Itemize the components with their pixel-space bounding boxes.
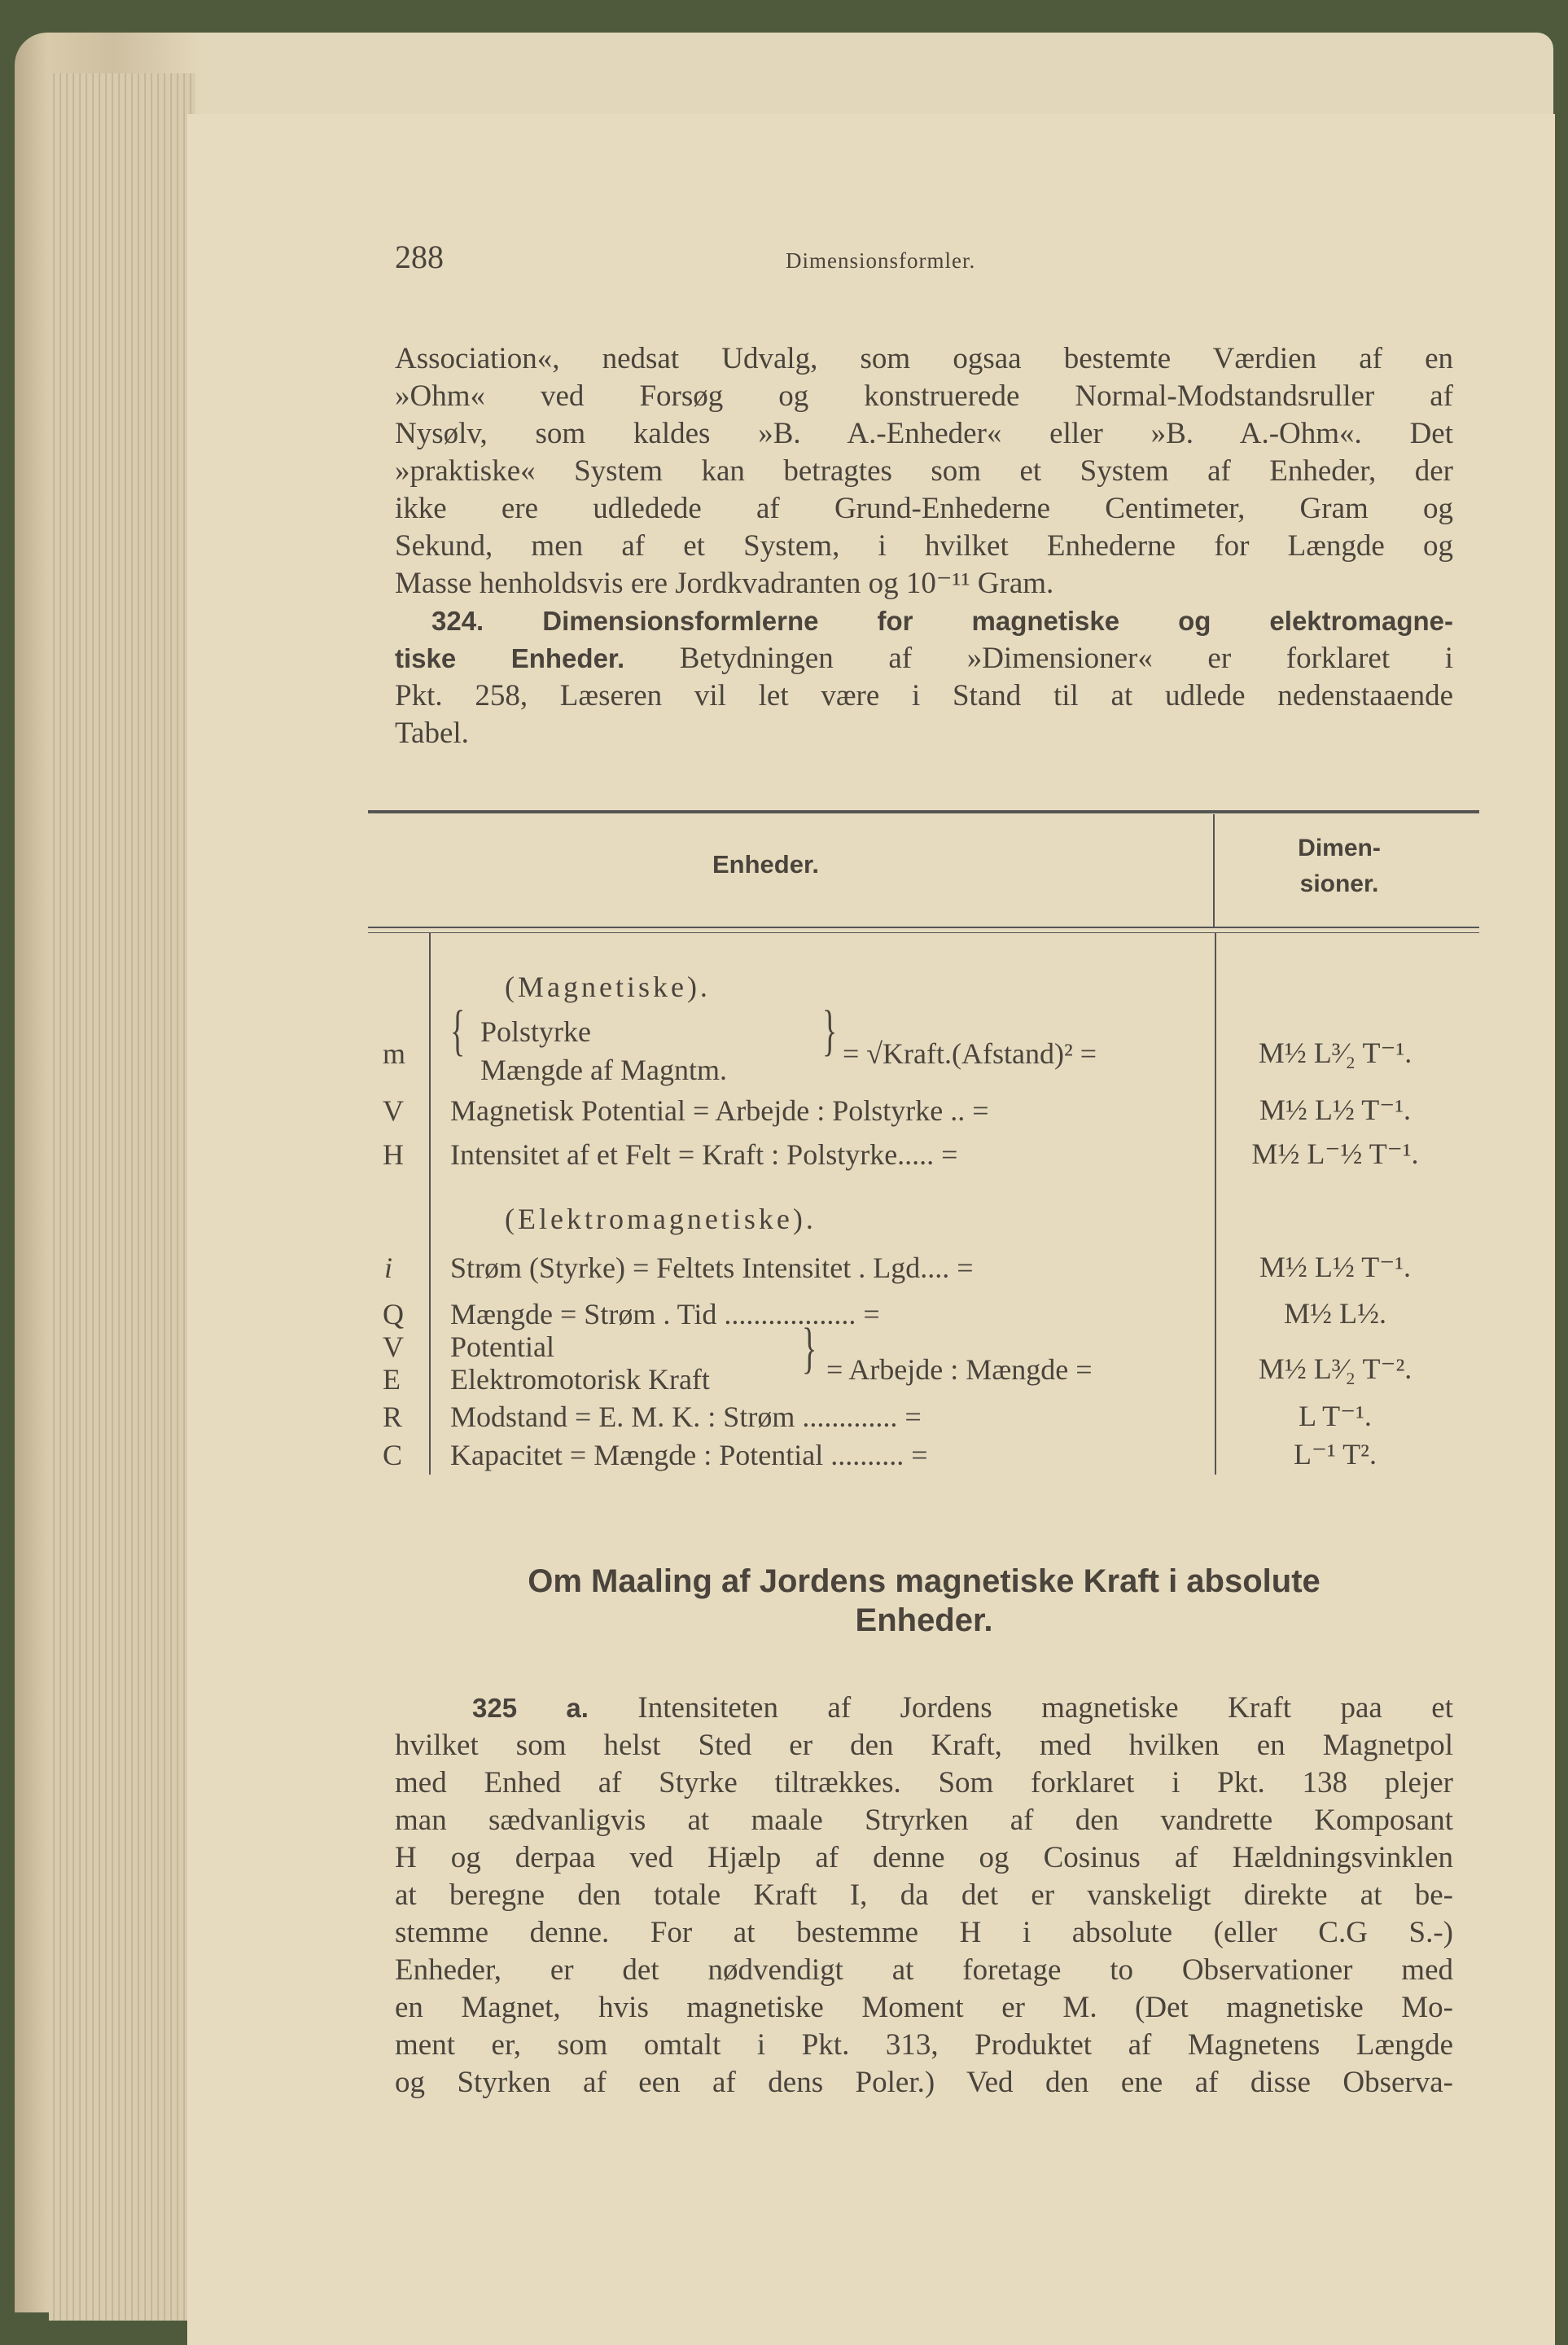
- text-line: Sekund, men af et System, i hvilket Enhederne for Længde og: [395, 529, 1453, 563]
- row-symbol: V: [383, 1094, 404, 1127]
- row-dimension: M½ L½ T⁻¹.: [1259, 1094, 1412, 1126]
- table-header-rule: [368, 927, 1479, 928]
- table-sym-rule: [429, 933, 431, 1475]
- text-line: Association«, nedsat Udvalg, som ogsaa bestemte Værdien af en: [395, 342, 1453, 375]
- row-symbol: i: [384, 1251, 393, 1284]
- row-symbol: R: [383, 1400, 403, 1433]
- row-dimension: M½ L½ T⁻¹.: [1259, 1251, 1412, 1283]
- text-line: 325 a. Intensiteten af Jordens magnetiske Kraft paa et: [472, 1691, 1453, 1725]
- row-text: Modstand = E. M. K. : Strøm ............. =: [450, 1400, 922, 1433]
- text-line: Masse henholdsvis ere Jordkvadranten og 10⁻¹¹ Gram.: [395, 567, 1054, 600]
- row-symbol: V: [383, 1330, 404, 1363]
- row-symbol: C: [383, 1439, 403, 1471]
- text-line: en Magnet, hvis magnetiske Moment er M. (Det magnetiske Mo-: [395, 1991, 1453, 2024]
- text-line: Tabel.: [395, 717, 469, 750]
- row-symbol: H: [383, 1138, 404, 1171]
- row-symbol: m: [383, 1037, 406, 1070]
- text-line: »Ohm« ved Forsøg og konstruerede Normal-Modstandsruller af: [395, 379, 1453, 413]
- text-line: med Enhed af Styrke tiltrækkes. Som forklaret i Pkt. 138 plejer: [395, 1766, 1453, 1799]
- text-line: Pkt. 258, Læseren vil let være i Stand til at udlede nedenstaaende: [395, 679, 1453, 712]
- text-line: H og derpaa ved Hjælp af denne og Cosinus af Hældningsvinklen: [395, 1841, 1453, 1874]
- row-text: Mængde af Magntm.: [480, 1054, 727, 1086]
- row-text: Magnetisk Potential = Arbejde : Polstyrke .. =: [450, 1094, 989, 1127]
- section-heading: Om Maaling af Jordens magnetiske Kraft i absolute Enheder.: [528, 1563, 1321, 1638]
- row-symbol: Q: [383, 1298, 404, 1330]
- row-text: Strøm (Styrke) = Feltets Intensitet . Lgd.... =: [450, 1251, 974, 1284]
- text-line: at beregne den totale Kraft I, da det er vanskeligt direkte at be-: [395, 1878, 1453, 1912]
- text-line: hvilket som helst Sted er den Kraft, med hvilken en Magnetpol: [395, 1729, 1453, 1762]
- row-text: Potential: [450, 1330, 554, 1363]
- text-line: stemme denne. For at bestemme H i absolute (eller C.G S.-): [395, 1916, 1453, 1949]
- brace-right: }: [822, 1001, 838, 1063]
- row-formula: = Arbejde : Mængde =: [826, 1353, 1093, 1386]
- col-header-dimensions: Dimen- sioner.: [1298, 835, 1381, 897]
- table-col-rule: [1215, 933, 1216, 1475]
- section-324-line: tiske Enheder. Betydningen af »Dimensioner« er forklaret i: [395, 642, 1454, 675]
- row-text: Mængde = Strøm . Tid .................. =: [450, 1298, 880, 1330]
- text-line: »praktiske« System kan betragtes som et System af Enheder, der: [395, 454, 1453, 488]
- row-formula: = √Kraft.(Afstand)² =: [843, 1037, 1097, 1070]
- section-324-heading: 324. Dimensionsformlerne for magnetiske og elektromagne-: [431, 606, 1453, 636]
- text-line: og Styrken af een af dens Poler.) Ved den ene af disse Observa-: [395, 2066, 1453, 2099]
- table-header-rule-2: [368, 932, 1479, 933]
- running-head: Dimensionsformler.: [786, 248, 976, 273]
- text-line: Enheder, er det nødvendigt at foretage to Observationer med: [395, 1953, 1453, 1987]
- group-electromagnetic: (Elektromagnetiske).: [505, 1203, 817, 1235]
- group-magnetic: (Magnetiske).: [505, 971, 711, 1003]
- text-line: ikke ere udledede af Grund-Enhederne Centimeter, Gram og: [395, 492, 1453, 525]
- col-header-units: Enheder.: [712, 850, 819, 879]
- text-line: man sædvanligvis at maale Stryrken af den vandrette Komposant: [395, 1804, 1453, 1837]
- row-text: Polstyrke: [480, 1015, 592, 1048]
- row-text: Elektromotorisk Kraft: [450, 1363, 710, 1396]
- row-dimension: M½ L½.: [1284, 1297, 1386, 1330]
- row-dimension: M½ L⁻½ T⁻¹.: [1251, 1137, 1419, 1170]
- row-dimension: L⁻¹ T².: [1294, 1438, 1377, 1471]
- row-text: Intensitet af et Felt = Kraft : Polstyrke..... =: [450, 1138, 958, 1171]
- brace-left: {: [450, 1001, 466, 1063]
- text-line: ment er, som omtalt i Pkt. 313, Produktet af Magnetens Længde: [395, 2028, 1453, 2062]
- row-dimension: M½ L³⁄₂ T⁻¹.: [1258, 1037, 1413, 1069]
- text-line: Nysølv, som kaldes »B. A.-Enheder« eller »B. A.-Ohm«. Det: [395, 417, 1453, 450]
- row-symbol: E: [383, 1363, 401, 1396]
- page-stack: [49, 73, 195, 2321]
- row-text: Kapacitet = Mængde : Potential .......... =: [450, 1439, 928, 1471]
- table-top-rule: [368, 810, 1479, 813]
- row-dimension: L T⁻¹.: [1299, 1400, 1372, 1432]
- brace-right: }: [802, 1318, 817, 1380]
- row-dimension: M½ L³⁄₂ T⁻².: [1258, 1352, 1413, 1385]
- page-number: 288: [395, 239, 444, 275]
- table-col-rule: [1213, 814, 1215, 927]
